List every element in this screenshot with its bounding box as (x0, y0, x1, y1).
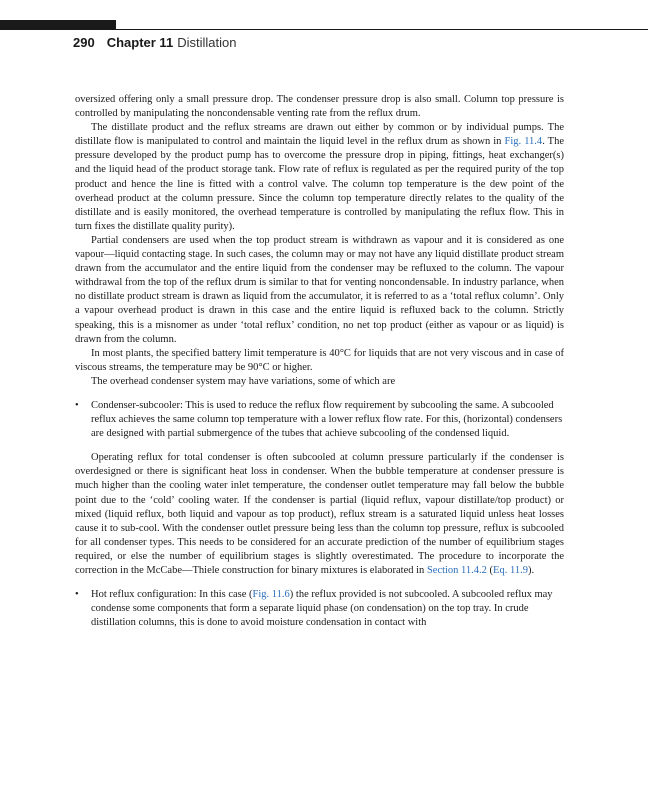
running-head (73, 35, 236, 50)
paragraph-1: oversized offering only a small pressure drop. The condenser pressure drop is also small. Column top pressure is controlled by manipulating the noncondensable venting rate from the reflux drum. (75, 94, 564, 120)
page-number: 290 (73, 35, 95, 50)
bullet-icon: • (75, 589, 79, 601)
bullet-text: Condenser-subcooler: This is used to reduce the reflux flow requirement by subcooling the same. A subcooled reflux achieves the same column top temperature with a lower reflux flow rate. For this, (horizontal) condensers are designed with partial submergence of the tubes that achieve subcooling of the condensed liquid. (91, 399, 563, 440)
figure-link-11-6[interactable]: Fig. 11.6 (252, 589, 290, 601)
chapter-title: Distillation (177, 35, 237, 50)
chapter-label: Chapter 11 (106, 35, 174, 50)
bullet-condenser-subcooler (75, 399, 564, 441)
equation-link-11-9[interactable]: Eq. 11.9 (493, 565, 528, 576)
page-body (75, 93, 564, 640)
paragraph-5: The overhead condenser system may have variations, some of which are (91, 375, 396, 387)
bullet-hot-reflux (75, 588, 564, 630)
paragraph-2: The distillate product and the reflux streams are drawn out either by common or by individual pumps. The distillate flow is manipulated to control and maintain the liquid level in the reflux drum as shown in Fig. 11.4. The pressure developed by the product pump has to overcome the pressure drop in piping, fittings, heat exchanger(s) and the liquid head of the product storage tank. Flow rate of reflux is regulated as per the required purity of the top product and hence the line is fitted with a control valve. The column top temperature is the dew point of the overhead product at the column pressure. Since the column top temperature directly relates to the quality of the distillate and is easily monitored, the overhead temperature is controlled by manipulating the reflux flow. This in turn fixes the distillate quality purity). (75, 122, 565, 232)
paragraph-6: Operating reflux for total condenser is often subcooled at column pressure particularly if the condenser is overdesigned or there is significant heat loss in condenser. When the bubble temperature at condenser pressure is much higher than the cooling water inlet temperature, the condenser outlet temperature may fall below the bubble point due to the ‘cold’ cooling water. If the condenser is partial (liquid reflux, vapour distillate/top product) or mixed (liquid reflux, both liquid and vapour as top product), reflux stream is a saturated liquid unless heat losses cause it to sub-cool. With the condenser outlet pressure being less than the column top pressure, reflux is subcooled for all condenser types. This needs to be considered for an accurate prediction of the number of equilibrium stages required, or else the number of equilibrium stages is slightly overestimated. The procedure to incorporate the correction in the McCabe—Thiele construction for binary mixtures is elaborated in Section 11.4.2 (Eq. 11.9). (75, 452, 564, 576)
bullet-text: Hot reflux configuration: In this case (Fig. 11.6) the reflux provided is not subcooled. A subcooled reflux may condense some components that form a separate liquid phase (on condensation) on the top tray. In crude distillation columns, this is done to avoid moisture condensation in contact with (91, 589, 553, 629)
paragraph-3: Partial condensers are used when the top product stream is withdrawn as vapour and it is considered as one vapour—liquid contacting stage. In such cases, the column may or may not have any liquid distillate product stream drawn from the accumulator and the entire liquid from the condenser may be refluxed to the column. The vapour withdrawal from the top of the reflux drum is similar to that for venting noncondensable. In industry parlance, when no distillate product stream is drawn as liquid from the accumulator, it is referred to as a ‘total reflux column’. Only a vapour overhead product is drawn in this case and the entire liquid is refluxed back to the column. Strictly speaking, this is a misnomer as under ‘total reflux’ condition, no net top product (either as vapour or as liquid) is drawn from the column. (75, 234, 564, 345)
section-link-11-4-2[interactable]: Section 11.4.2 (426, 565, 487, 576)
figure-link-11-4[interactable]: Fig. 11.4 (504, 136, 543, 148)
paragraph-4: In most plants, the specified battery limit temperature is 40°C for liquids that are not very viscous and in case of viscous streams, the temperature may be 90°C or higher. (75, 347, 564, 373)
header-rule (0, 29, 648, 30)
bullet-icon: • (75, 399, 79, 411)
